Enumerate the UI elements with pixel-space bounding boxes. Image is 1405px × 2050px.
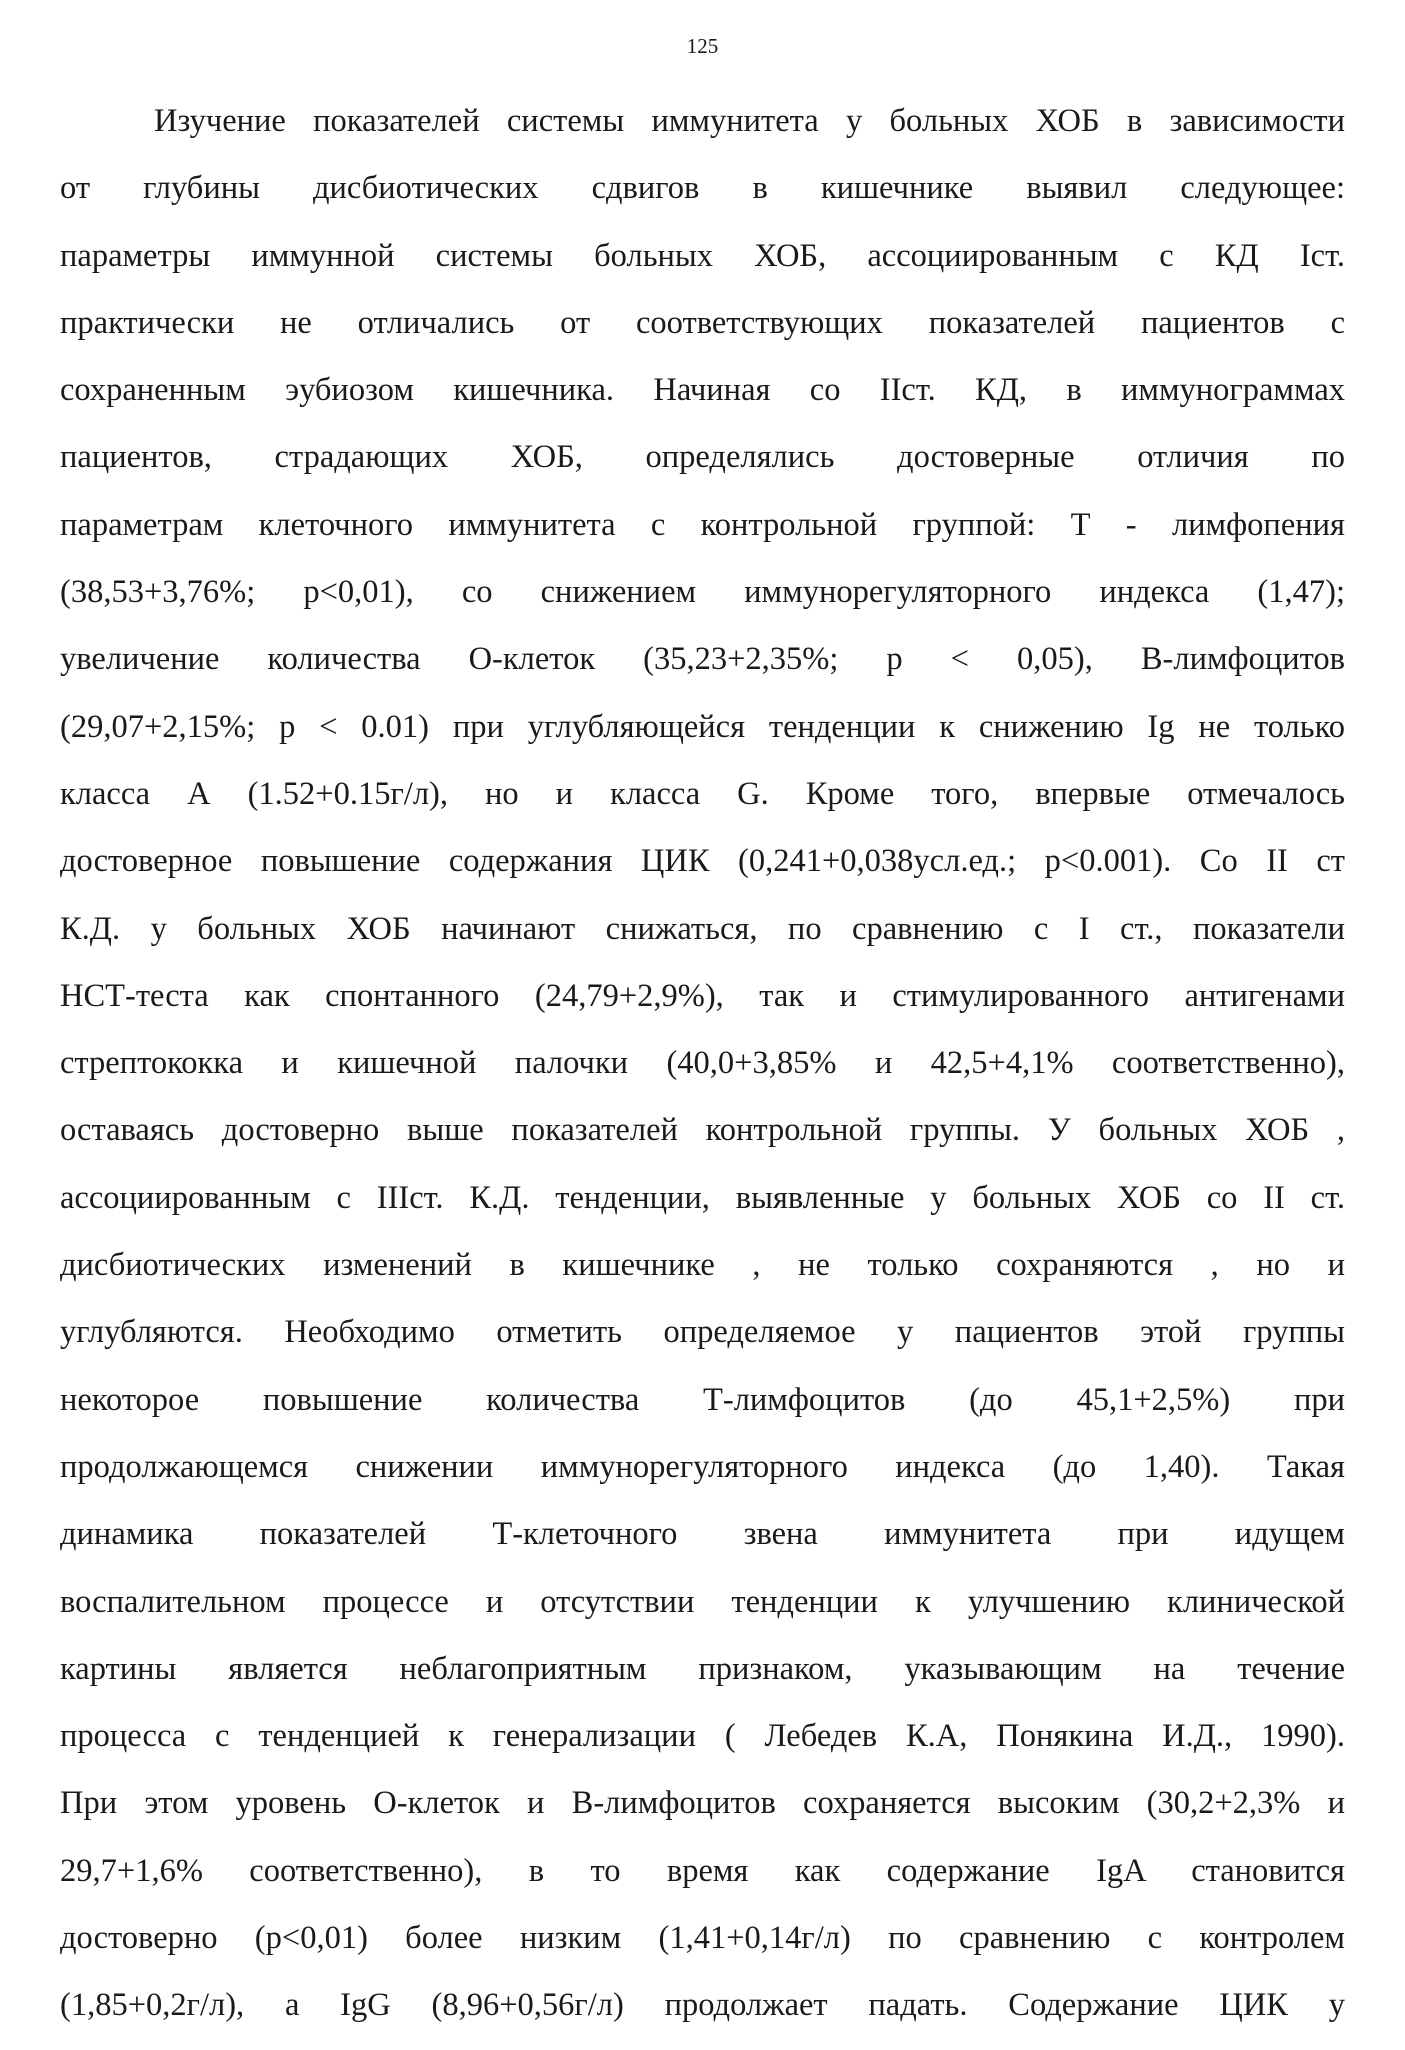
text-line: картины является неблагоприятным признаком, указывающим на течение <box>60 1650 1345 1687</box>
text-line: продолжающемся снижении иммунорегуляторного индекса (до 1,40). Такая <box>60 1448 1345 1485</box>
text-line: оставаясь достоверно выше показателей контрольной группы. У больных ХОБ , <box>60 1112 1345 1149</box>
text-line: При этом уровень О-клеток и В-лимфоцитов сохраняется высоким (30,2+2,3% и <box>60 1785 1345 1822</box>
body-text <box>60 88 1345 2040</box>
text-line: некоторое повышение количества Т-лимфоцитов (до 45,1+2,5%) при <box>60 1381 1345 1418</box>
text-line: (1,85+0,2г/л), а IgG (8,96+0,56г/л) продолжает падать. Содержание ЦИК у <box>60 1987 1345 2024</box>
text-line: (29,07+2,15%; p < 0.01) при углубляющейся тенденции к снижению Ig не только <box>60 708 1345 745</box>
text-line: НСТ-теста как спонтанного (24,79+2,9%), так и стимулированного антигенами <box>60 977 1345 1014</box>
text-line: дисбиотических изменений в кишечнике , не только сохраняются , но и <box>60 1247 1345 1284</box>
page-number: 125 <box>686 34 719 58</box>
text-line: сохраненным эубиозом кишечника. Начиная со IIст. КД, в иммунограммах <box>60 372 1345 409</box>
text-line: пациентов, страдающих ХОБ, определялись достоверные отличия по <box>60 439 1345 476</box>
text-line: процесса с тенденцией к генерализации ( Лебедев К.А, Понякина И.Д., 1990). <box>60 1718 1345 1755</box>
text-line: от глубины дисбиотических сдвигов в кишечнике выявил следующее: <box>60 170 1345 207</box>
text-line: ассоциированным с IIIст. К.Д. тенденции, выявленные у больных ХОБ со II ст. <box>60 1179 1345 1216</box>
text-line: достоверно (p<0,01) более низким (1,41+0,14г/л) по сравнению с контролем <box>60 1920 1345 1957</box>
text-line: 29,7+1,6% соответственно), в то время как содержание IgA становится <box>60 1852 1345 1889</box>
text-line: воспалительном процессе и отсутствии тенденции к улучшению клинической <box>60 1583 1345 1620</box>
text-line: достоверное повышение содержания ЦИК (0,241+0,038усл.ед.; p<0.001). Со II ст <box>60 843 1345 880</box>
text-line: увеличение количества О-клеток (35,23+2,35%; p < 0,05), В-лимфоцитов <box>60 641 1345 678</box>
text-line: класса А (1.52+0.15г/л), но и класса G. Кроме того, впервые отмечалось <box>60 775 1345 812</box>
text-line: стрептококка и кишечной палочки (40,0+3,85% и 42,5+4,1% соответственно), <box>60 1045 1345 1082</box>
text-line: (38,53+3,76%; p<0,01), со снижением иммунорегуляторного индекса (1,47); <box>60 574 1345 611</box>
text-line: параметрам клеточного иммунитета с контрольной группой: Т - лимфопения <box>60 506 1345 543</box>
text-line: практически не отличались от соответствующих показателей пациентов с <box>60 304 1345 341</box>
text-line: Изучение показателей системы иммунитета у больных ХОБ в зависимости <box>154 103 1345 139</box>
text-line: К.Д. у больных ХОБ начинают снижаться, по сравнению с I ст., показатели <box>60 910 1345 947</box>
text-line: параметры иммунной системы больных ХОБ, ассоциированным с КД Iст. <box>60 237 1345 274</box>
text-line: динамика показателей Т-клеточного звена иммунитета при идущем <box>60 1516 1345 1553</box>
text-line: углубляются. Необходимо отметить определяемое у пациентов этой группы <box>60 1314 1345 1351</box>
